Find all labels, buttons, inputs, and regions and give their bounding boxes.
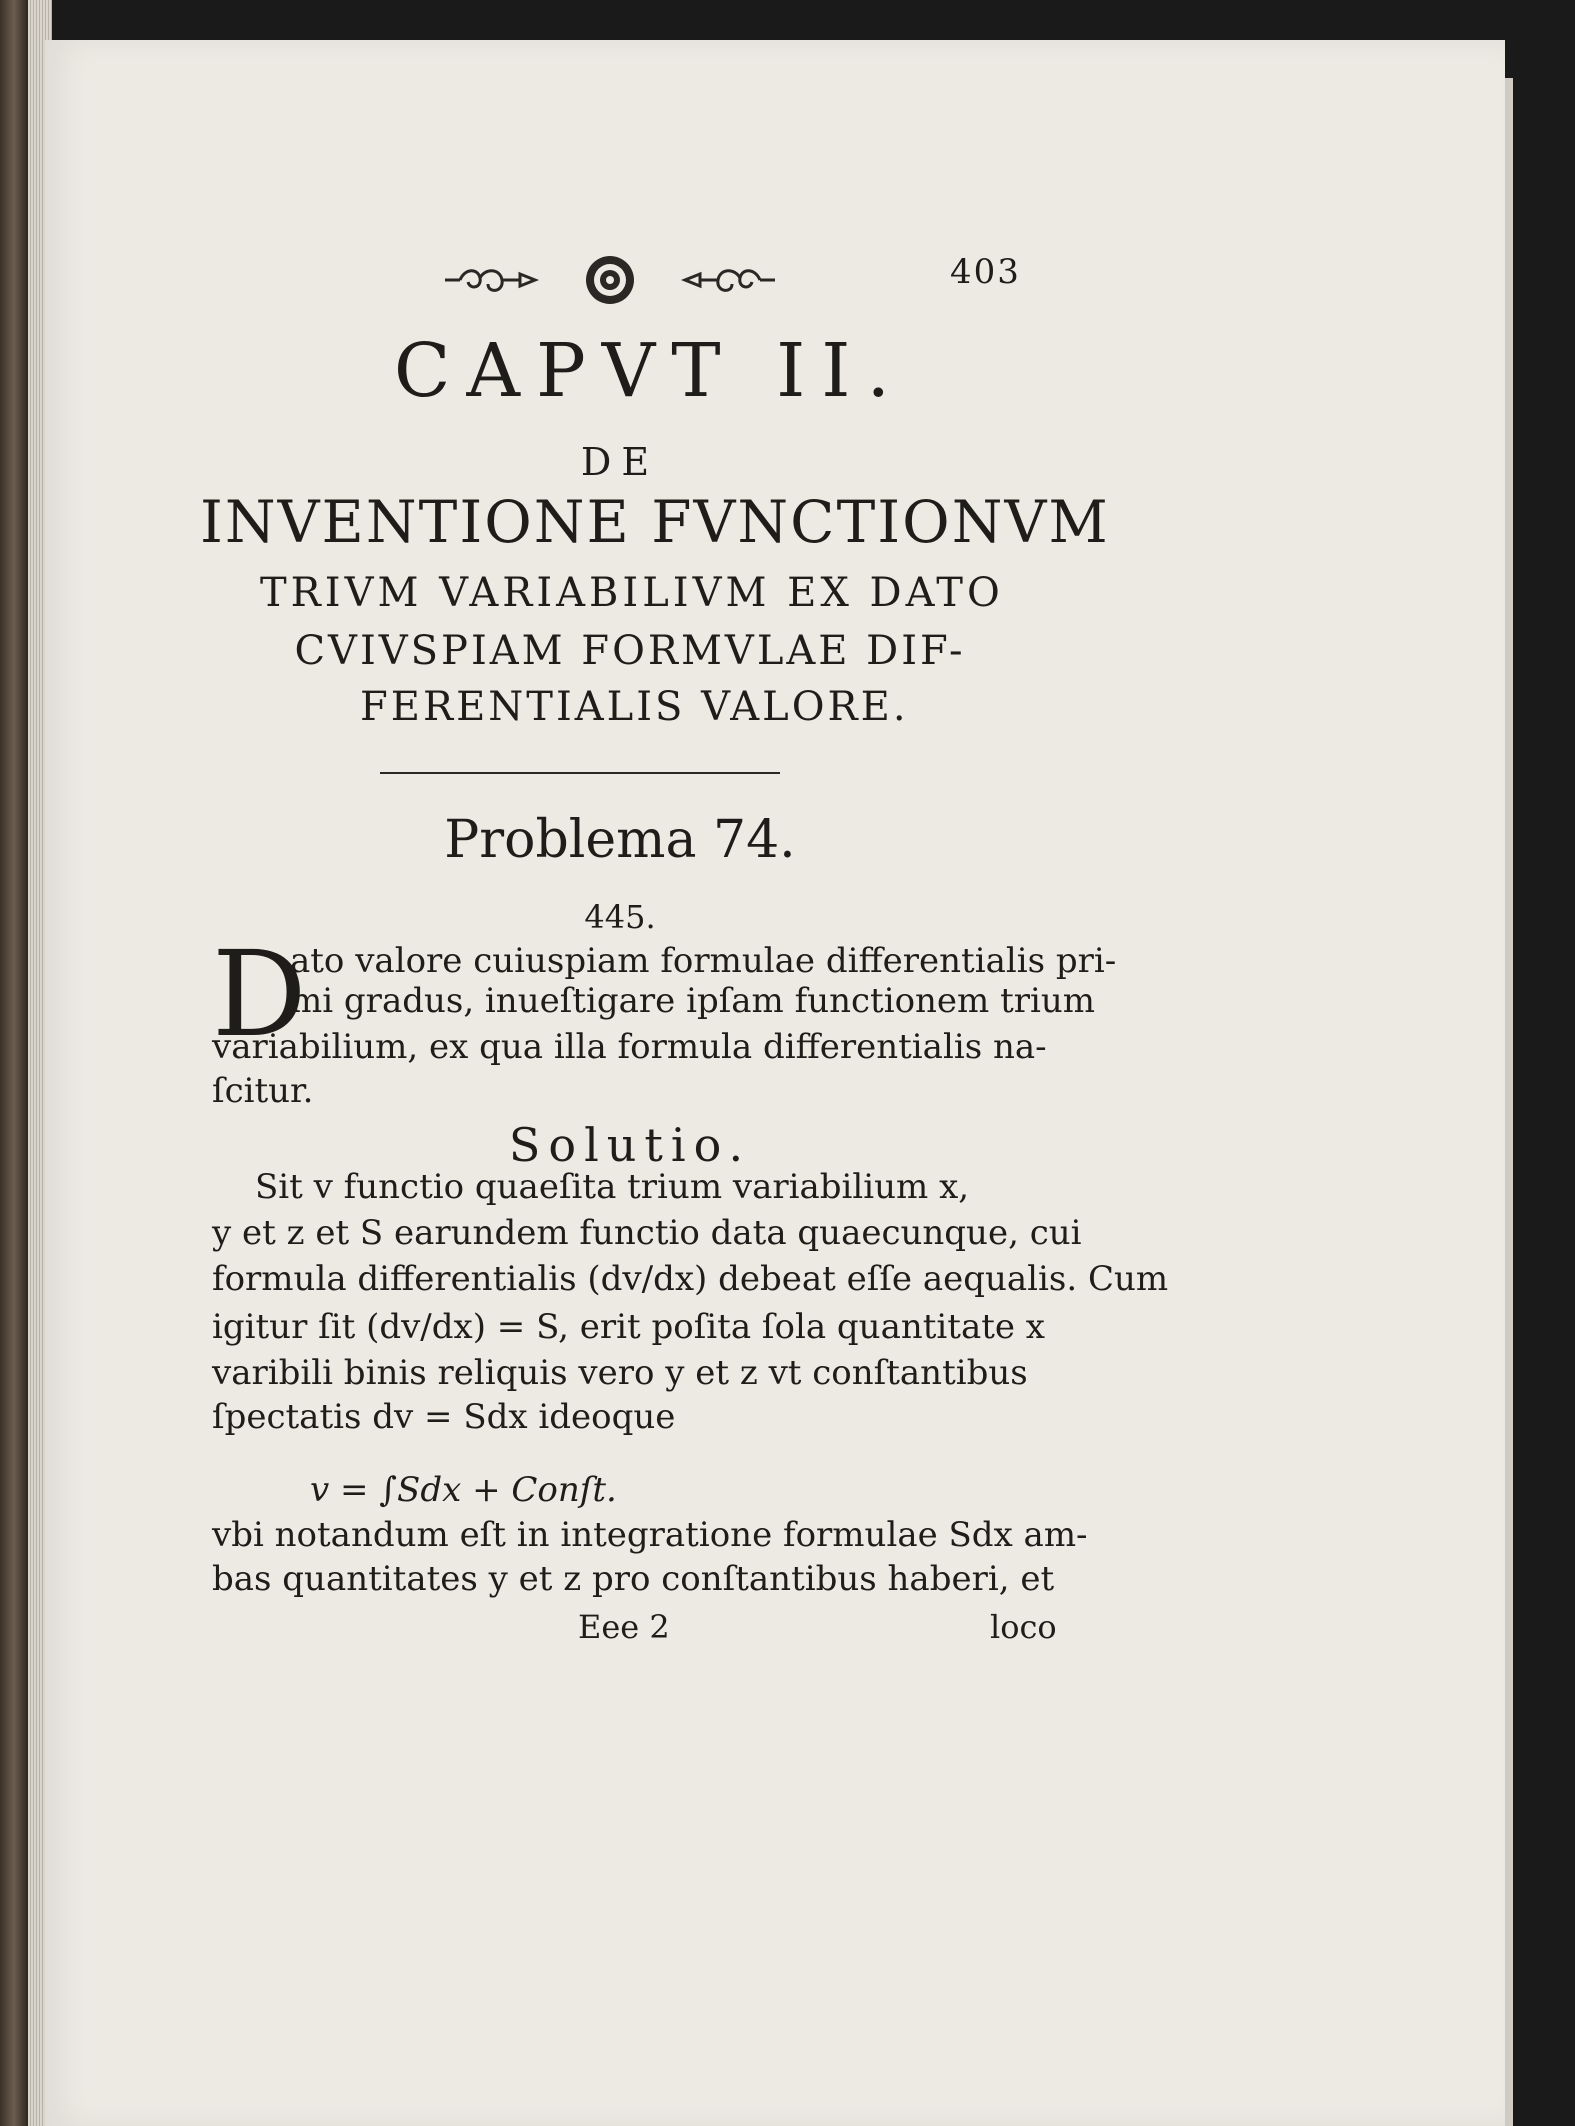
- section-rule: [380, 772, 780, 774]
- heading-de: DE: [580, 440, 660, 484]
- solution-title: Solutio.: [508, 1118, 752, 1172]
- catchword: loco: [990, 1608, 1057, 1646]
- heading-line: FERENTIALIS VALORE.: [360, 684, 909, 730]
- problem-text-line: ſcitur.: [212, 1071, 314, 1111]
- solution-text-line: igitur ſit (dv/dx) = S, erit poſita ſola quantitate x: [212, 1307, 1045, 1347]
- book-binding: [0, 0, 28, 2126]
- solution-text-line: ſpectatis dv = Sdx ideoque: [212, 1397, 676, 1437]
- page-number: 403: [950, 252, 1021, 292]
- chapter-title: CAPVT II.: [393, 328, 907, 414]
- problem-text-line: mi gradus, inueſtigare ipſam functionem trium: [290, 981, 1096, 1021]
- solution-text-line: y et z et S earundem functio data quaecunque, cui: [212, 1213, 1082, 1253]
- solution-text-line: varibili binis reliquis vero y et z vt conſtantibus: [212, 1353, 1028, 1393]
- signature-mark: Eee 2: [578, 1608, 670, 1646]
- heading-line: CVIVSPIAM FORMVLAE DIF-: [294, 628, 966, 674]
- scroll-ornament-icon: [680, 260, 780, 300]
- problem-text-line: ato valore cuiuspiam formulae differentialis pri-: [290, 941, 1117, 981]
- rosette-icon: [584, 254, 636, 306]
- section-number: 445.: [584, 898, 656, 936]
- scroll-ornament-icon: [440, 260, 540, 300]
- body-text-line: vbi notandum eſt in integratione formulae Sdx am-: [212, 1515, 1088, 1555]
- solution-text-line: Sit v functio quaeſita trium variabilium x,: [255, 1167, 970, 1207]
- header-ornament: [440, 255, 780, 305]
- body-text-line: bas quantitates y et z pro conſtantibus haberi, et: [212, 1559, 1055, 1599]
- drop-capital: D: [212, 925, 307, 1063]
- heading-line: TRIVM VARIABILIVM EX DATO: [260, 570, 1004, 616]
- page-edge: [1505, 78, 1513, 2126]
- solution-text-line: formula differentialis (dv/dx) debeat eſſe aequalis. Cum: [212, 1259, 1169, 1299]
- problem-text-line: variabilium, ex qua illa formula differentialis na-: [212, 1027, 1047, 1067]
- integral-formula: v = ∫Sdx + Conſt.: [310, 1470, 617, 1510]
- problem-title: Problema 74.: [444, 810, 796, 870]
- heading-line: INVENTIONE FVNCTIONVM: [200, 488, 1110, 556]
